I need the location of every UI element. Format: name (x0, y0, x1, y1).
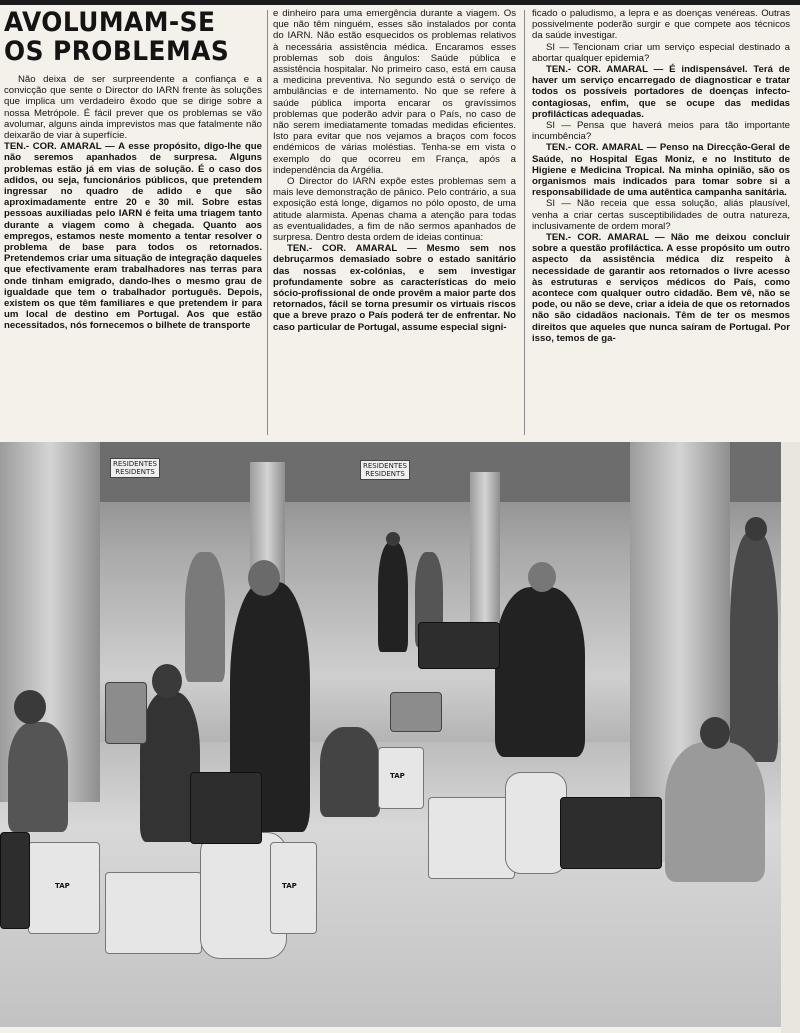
answer-text: — Penso na Direcção-Geral de Saúde, no Hospital Egas Moniz, e no Instituto de Higiene e Medicina Tropical. Na minha opinião, são os organismos mais indicados para tomar sobre si a responsabilidade de uma autêntica campanha sanitária. (532, 142, 790, 199)
headline-line-2: OS PROBLEMAS (4, 36, 230, 67)
dark-suitcase (418, 622, 500, 669)
answer-paragraph (532, 142, 790, 198)
column-divider (524, 10, 525, 435)
person-head (745, 517, 767, 541)
child-figure (320, 727, 380, 817)
continued-paragraph: ficado o paludismo, a lepra e as doenças venéreas. Outras possivelmente poderão surgir e que compete aos técnicos da saúde investigar. (532, 8, 790, 42)
answer-paragraph (532, 232, 790, 344)
answer-text: — Não me deixou concluir sobre a questão profiláctica. A esse propósito um outro aspecto da assistência médica diz respeito à necessidade de garantir aos retornados o livre acesso às estruturas e serviços médicos do País, como acontece com qualquer outro cidadão. Bem vê, não se pode, ou não se deve, criar a ideia de que os retornados não são cidadãos nacionais. Têm de ter os mesmos direitos que aqueles que nunca saíram de Portugal. Por isso, temos de ga- (532, 232, 790, 344)
person-figure (378, 542, 408, 652)
column-divider (267, 10, 268, 435)
top-rule (0, 0, 800, 5)
person-figure (185, 552, 225, 682)
dark-suitcase (560, 797, 662, 869)
answer-paragraph (273, 243, 516, 333)
speaker-label: TEN.- COR. AMARAL (546, 232, 649, 244)
headline-line-1: AVOLUMAM-SE (4, 8, 216, 38)
question-paragraph: SI — Tencionam criar um serviço especial destinado a abortar qualquer epidemia? (532, 41, 790, 64)
speaker-label: TEN.- COR. AMARAL (4, 141, 102, 153)
photo-pillar (470, 472, 500, 622)
speaker-label: TEN.- COR. AMARAL (287, 243, 398, 255)
dark-bag (190, 772, 262, 844)
person-head (528, 562, 556, 592)
person-head (700, 717, 730, 749)
dark-bag (0, 832, 30, 929)
answer-text: — Mesmo sem nos debruçarmos demasiado sobre o estado sanitário das nossas ex-colónias, e sem investigar profundamente sobre as características do meio sócio-profissional de onde provêm a maior parte dos retornados, fácil se torna presumir os virtuais riscos que a breve prazo o País poderá ter de enfrentar. No caso particular de Portugal, assume especial signi- (273, 243, 516, 333)
article-column-1 (4, 8, 262, 433)
answer-paragraph (532, 64, 790, 120)
small-case (105, 682, 147, 744)
narrative-paragraph: O Director do IARN expõe estes problemas sem a mais leve demonstração de pânico. Pelo contrário, a sua exposição está longe, digamos no pólo oposto, de uma atitude alarmista. Apenas chama a atenção para todas as eventualidades, a fim de não sermos apanhados de surpresa. Dentro desta ordem de ideias continua: (273, 176, 516, 244)
person-figure (730, 532, 778, 762)
small-case (390, 692, 442, 732)
page-margin (781, 442, 800, 1033)
person-head (248, 560, 280, 596)
continued-paragraph: e dinheiro para uma emergência durante a viagem. Os que não têm ninguém, esses são instalados por conta do IARN. Não estão esquecidos os problemas relativos à necessária assistência médica. Encaramos esses problemas sob dois ângulos: Saúde pública e assistência hospitalar. No primeiro caso, está em causa a medicina preventiva. No segundo está o serviço de ambulâncias e de internamento. No que se refere à saúde pública importa encarar os gravíssimos problemas que poderão advir para o País, no caso de não serem imediatamente tomadas medidas eficientes. Isto para evitar que nos vejamos a braços com focos endémicos de várias moléstias. Tenha-se em vista o exemplo do que ocorreu em França, após a independência da Argélia. (273, 8, 516, 176)
airport-hall-photo (0, 442, 782, 1027)
residents-sign: RESIDENTES RESIDENTS (360, 460, 410, 480)
seated-woman-figure (665, 742, 765, 882)
tap-logo: TAP (390, 772, 405, 780)
plastic-bag (505, 772, 567, 874)
travel-bag (428, 797, 515, 879)
person-head (14, 690, 46, 724)
child-figure (8, 722, 68, 832)
tap-logo: TAP (55, 882, 70, 890)
answer-paragraph (4, 141, 262, 331)
article-column-2 (273, 8, 516, 433)
suitcase (105, 872, 202, 954)
question-paragraph: SI — Pensa que haverá meios para tão importante incumbência? (532, 120, 790, 143)
intro-paragraph: Não deixa de ser surpreendente a confiança e a convicção que sente o Director do IARN frente às soluções que implica um verdadeiro êxodo que se dirige sobre a nossa Metrópole. É fácil prever que os problemas se vão avolumar, alguns ainda imprevistos mas que fatalmente não deixarão de viar à superfície. (4, 74, 262, 142)
article-column-3 (532, 8, 790, 433)
question-paragraph: SI — Não receia que essa solução, aliás plausível, venha a criar certas susceptibilidades de outra natureza, inclusivamente de ordem moral? (532, 198, 790, 232)
speaker-label: TEN.- COR. AMARAL (546, 64, 648, 76)
headline (4, 8, 262, 66)
speaker-label: TEN.- COR. AMARAL (546, 142, 644, 154)
tap-logo: TAP (282, 882, 297, 890)
man-figure (495, 587, 585, 757)
residents-sign: RESIDENTES RESIDENTS (110, 458, 160, 478)
answer-text: — É indispensável. Terá de haver um serviço encarregado de diagnosticar e tratar todos os possíveis portadores de doenças infecto-contagiosas, enfim, que se ocupe das medidas profilácticas adequadas. (532, 64, 790, 120)
answer-text: — A esse propósito, digo-lhe que não seremos apanhados de surpresa. Alguns problemas estão já em vias de solução. É o caso dos adidos, ou seja, funcionários públicos, que pretendem ingressar no quadro de adido e que são aproximadamente entre 20 e 30 mil. Sobre estas pessoas auxiliadas pelo IARN é feita uma triagem tanto durante a viagem como à chegada. Quanto aos empregos, estamos neste momento a tentar resolver o problema de base para todos os retornados. Pretendemos criar uma situação de integração daqueles que efectivamente eram trabalhadores nas terras para onde tinham emigrado, dando-lhes o mesmo grau de igualdade que tem o trabalhador português. Depois, existem os que têm familiares e que pretendem ir para um local de destino em Portugal. Aos que estão necessitados, nós fornecemos o bilhete de transporte (4, 141, 262, 332)
person-head (152, 664, 182, 698)
person-head (386, 532, 400, 546)
